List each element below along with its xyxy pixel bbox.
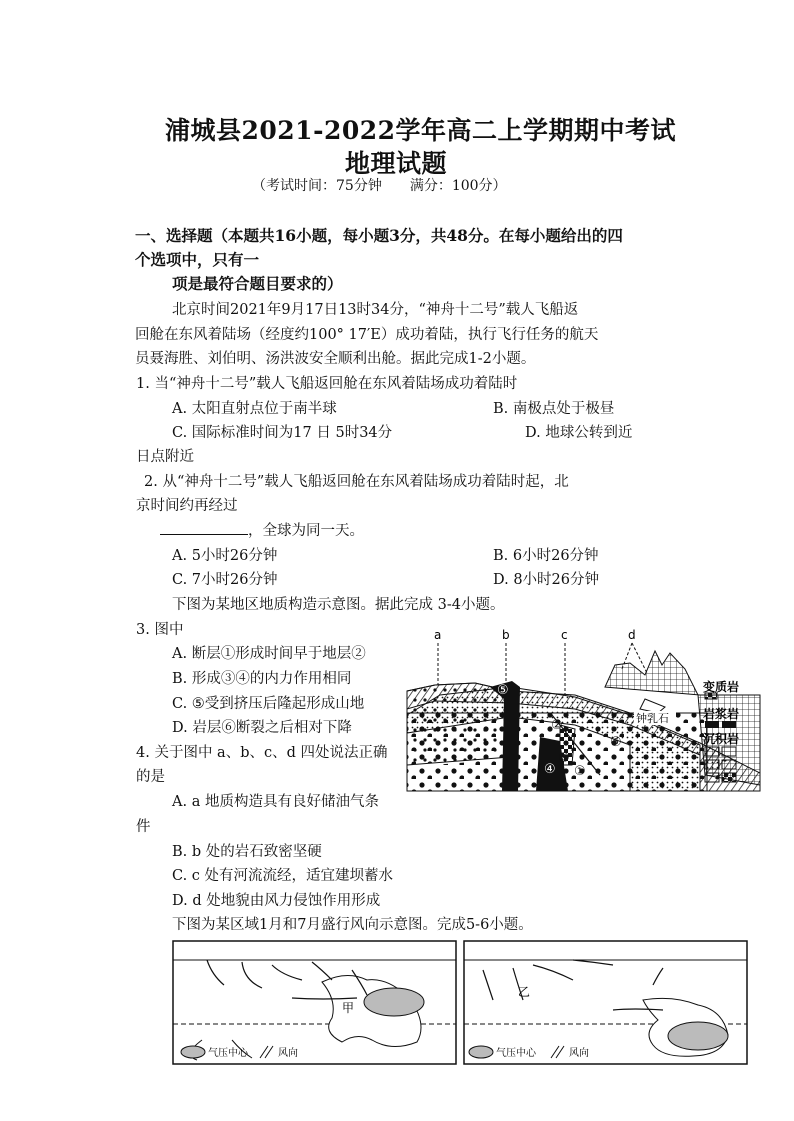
legend-metamorphic: 变质岩 [703,680,740,694]
label-b: b [502,628,510,642]
label-1: ① [574,764,586,779]
legend-wind: 风向 [278,1048,298,1059]
section-heading: 一、选择题（本题共16小题，每小题3分，共48分。在每小题给出的四 [135,226,623,245]
option-a-cont: 件 [136,819,151,835]
exam-info: （考试时间：75分钟 满分：100分） [252,178,507,194]
place-jia: 甲 [342,1001,355,1015]
legend-sedimentary-swatch [705,773,719,782]
label-4: ④ [544,762,556,777]
option-c: C. 国际标准时间为17 日 5时34分 [172,425,393,441]
question-stem: 2. 从“神舟十二号”载人飞船返回舱在东风着陆场成功着陆时起，北 [144,474,569,490]
option-b: B. b 处的岩石致密坚硬 [172,844,322,860]
pressure-center [364,988,424,1016]
legend-sedimentary-swatch [722,760,736,769]
passage-line: 下图为某地区地质构造示意图。据此完成 3-4小题。 [172,597,505,613]
option-d: D. 地球公转到近 [525,425,633,441]
pressure-center [668,1022,728,1050]
passage-line: 员聂海胜、刘伯明、汤洪波安全顺利出舱。据此完成1-2小题。 [135,351,536,367]
place-yi: 乙 [518,985,531,999]
label-stalactite: 钟乳石 [636,712,669,725]
label-3: ③ [558,751,570,766]
label-d: d [628,628,636,642]
option-c: C. 7小时26分钟 [172,572,278,588]
option-b: B. 南极点处于极昼 [493,401,615,417]
question-stem-cont: 的是 [136,769,165,785]
legend-igneous: 岩浆岩 [703,707,740,721]
answer-blank [160,520,248,535]
legend-igneous-swatch [705,721,719,728]
geology-diagram [400,625,792,795]
legend-pressure-icon [469,1046,493,1058]
label-6: ⑥ [610,735,622,750]
legend-pressure: 气压中心 [208,1048,248,1059]
legend-sedimentary: 沉积岩 [703,732,740,746]
section-heading-cont2: 项是最符合题目要求的） [172,274,343,293]
legend-pressure: 气压中心 [496,1048,536,1059]
legend-sedimentary-swatch [705,760,719,769]
label-2: ② [551,718,563,733]
wind-map-left [172,940,457,1065]
question-stem: 4. 关于图中 a、b、c、d 四处说法正确 [136,745,388,761]
option-d-cont: 日点附近 [136,449,194,465]
option-c: C. c 处有河流流经，适宜建坝蓄水 [172,868,394,884]
option-b: B. 形成③④的内力作用相同 [172,671,352,687]
question-stem: 3. 图中 [136,622,184,638]
option-d: D. d 处地貌由风力侵蚀作用形成 [172,893,381,909]
option-d: D. 8小时26分钟 [493,572,600,588]
legend-sedimentary-swatch [705,747,719,756]
exam-subject: 地理试题 [345,149,448,178]
option-d: D. 岩层⑥断裂之后相对下降 [172,720,352,736]
legend-pressure-icon [181,1046,205,1058]
option-a: A. 太阳直射点位于南半球 [172,401,337,417]
label-a: a [434,628,442,642]
option-c: C. ⑤受到挤压后隆起形成山地 [172,696,365,712]
question-stem-blank-line [160,519,364,540]
option-a: A. 断层①形成时间早于地层② [172,646,366,662]
passage-line: 北京时间2021年9月17日13时34分，“神舟十二号”载人飞船返 [172,302,579,318]
legend-sedimentary-swatch [722,747,736,756]
legend-igneous-swatch [722,721,736,728]
legend-sedimentary-swatch [722,773,736,782]
question-stem-cont: ，全球为同一天。 [248,523,364,539]
question-stem-cont: 京时间约再经过 [136,498,238,514]
passage-line: 下图为某区域1月和7月盛行风向示意图。完成5-6小题。 [172,917,533,933]
question-stem: 1. 当“神舟十二号”载人飞船返回舱在东风着陆场成功着陆时 [136,376,518,392]
label-5: ⑤ [497,683,509,698]
wind-map-right [463,940,748,1065]
label-c: c [561,628,568,642]
exam-title: 浦城县2021-2022学年高二上学期期中考试 [165,116,677,145]
passage-line: 回舱在东风着陆场（经度约100° 17′E）成功着陆，执行飞行任务的航天 [135,327,599,343]
legend-wind: 风向 [569,1048,589,1059]
section-heading-cont: 个选项中，只有一 [135,250,260,269]
option-a: A. 5小时26分钟 [172,548,278,564]
option-b: B. 6小时26分钟 [493,548,599,564]
option-a: A. a 地质构造具有良好储油气条 [172,794,379,810]
